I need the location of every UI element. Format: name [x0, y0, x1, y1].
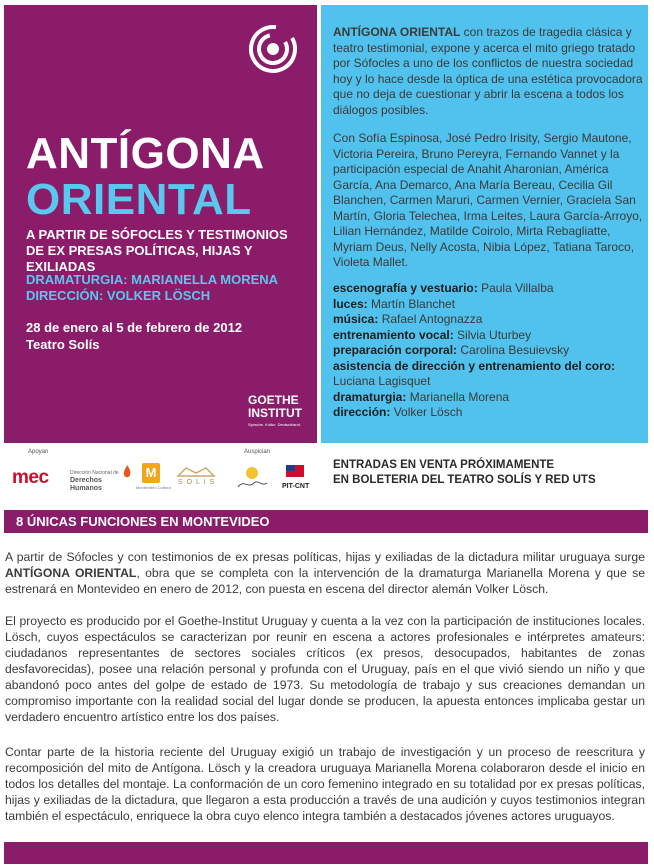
crew-row — [333, 343, 643, 359]
intro-bold: ANTÍGONA ORIENTAL — [333, 25, 461, 39]
ticket-info — [333, 458, 596, 488]
goethe-logo-icon — [247, 23, 299, 75]
venue: Teatro Solís — [26, 337, 100, 352]
crew-label: preparación corporal: — [333, 343, 458, 357]
crew-row — [333, 328, 643, 344]
pit-cnt-flag-icon — [282, 463, 308, 481]
functions-band — [4, 510, 648, 533]
body-paragraph-3: Contar parte de la historia reciente del Uruguay exigió un trabajo de investigación y un proceso de reescritura y recomposición del mito de Antígona. Lösch y la creadora uruguaya Marianella Morena colaboraron desde el inicio en todos los detalles del montaje. La conformación de un coro femenino integrado en su totalidad por ex presas políticas, hijas y exiliadas de la dictadura, que llegaron a esta producción a través de una audición y cuyos testimonios integran también el espectáculo, enriquece la obra cuyo elenco integra también a destacados jóvenes actores uruguayos. — [5, 745, 645, 823]
montevideo-label: Montevideo Cultura — [136, 485, 171, 490]
crew-label: entrenamiento vocal: — [333, 327, 454, 342]
ddhh-big: Derechos Humanos — [70, 477, 102, 492]
mec-logo: mec — [12, 467, 49, 488]
brand-line2: INSTITUT — [248, 406, 302, 420]
brand-tagline: Sprache. Kultur. Deutschland. — [248, 422, 301, 427]
body-paragraph-1 — [5, 549, 645, 597]
intro-paragraph — [333, 25, 643, 118]
crew-value: Carolina Besuievsky — [457, 343, 570, 357]
p1-start: A partir de Sófocles y con testimonios de ex presas políticas, hijas y exiliadas de la dictadura militar uruguaya surge — [5, 550, 645, 564]
bottom-bar — [4, 842, 648, 864]
tickets-line1: ENTRADAS EN VENTA PRÓXIMAMENTE — [333, 459, 555, 471]
poster-subtitle: A PARTIR DE SÓFOCLES Y TESTIMONIOS DE EX PRESAS POLÍTICAS, HIJAS Y EXILIADAS — [26, 227, 288, 274]
pit-cnt-logo: PIT-CNT — [282, 483, 310, 490]
auspician-signature-logo — [234, 461, 270, 491]
direccion-credit: DIRECCIÓN: VOLKER LÖSCH — [26, 288, 211, 303]
auspician-label: Auspician — [244, 449, 271, 455]
p1-bold: ANTÍGONA ORIENTAL — [5, 566, 137, 580]
ddhh-small: Dirección Nacional de — [70, 470, 119, 476]
poster-credits — [26, 272, 278, 304]
crew-value: Paula Villalba — [477, 281, 554, 295]
p1-end: , obra que se completa con la intervención de la dramaturga Marianella Morena y que se estrenará en Montevideo en enero de 2012, con puesta en escena del director alemán Volker Lösch. — [5, 566, 646, 596]
title-oriental: ORIENTAL — [26, 175, 252, 224]
crew-label: asistencia de dirección y entrenamiento del coro: — [333, 358, 616, 373]
montevideo-logo-icon: M — [142, 463, 160, 483]
flame-icon — [122, 464, 132, 480]
crew-row — [333, 390, 643, 406]
sponsor-strip — [4, 445, 317, 505]
crew-value: Marianella Morena — [406, 389, 510, 404]
solis-logo: S O L I S — [178, 479, 216, 486]
tickets-line2: EN BOLETERIA DEL TEATRO SOLÍS Y RED UTS — [333, 474, 596, 486]
brand-line1: GOETHE — [248, 393, 299, 407]
solis-crest-icon — [176, 465, 216, 477]
crew-row — [333, 297, 643, 313]
title-antigona: ANTÍGONA — [26, 129, 265, 178]
goethe-institut-brand — [248, 394, 302, 427]
intro-rest: con trazos de tragedia clásica y teatro testimonial, expone y acerca el mito griego tratado por Sófocles a uno de los conflictos de nuestra sociedad hoy y lo hace desde la óptica de una estética provocadora que no deja de cuestionar y abrir la escena a todos los diálogos posibles. — [333, 25, 643, 117]
crew-value: Volker Lösch — [390, 405, 463, 419]
crew-value: Martín Blanchet — [367, 296, 456, 311]
crew-label: dramaturgia: — [333, 389, 407, 404]
info-panel — [321, 5, 648, 443]
crew-row — [333, 312, 643, 328]
date-range: 28 de enero al 5 de febrero de 2012 — [26, 320, 243, 335]
crew-value: Luciana Lagisquet — [333, 374, 431, 388]
cast-paragraph: Con Sofía Espinosa, José Pedro Irisity, Sergio Mautone, Victoria Pereira, Bruno Pereyra, Fernando Vannet y la participación especial de Anahit Aharonian, América García, Ana Demarco, Ana María Bereau, Cecilia Gil Blanchen, Carmen Maruri, Carmen Vernier, Graciela San Martín, Gloria Telechea, Irma Leites, Laura García-Arroyo, Lilian Hernández, Matilde Coirolo, Mirta Rebagliatte, Myriam Deus, Nelly Acosta, Nibia López, Tatiana Taroco, Violeta Mallet. — [333, 131, 643, 269]
poster-dates — [26, 319, 242, 353]
crew-row — [333, 359, 643, 390]
body-paragraph-2: El proyecto es producido por el Goethe-Institut Uruguay y cuenta a la vez con la participación de instituciones locales. Lösch, cuyos espectáculos se caracterizan por reunir en escena a actores profesionales e intérpretes amateurs: ciudadanos representantes de sectores sociales críticos (ex presos, desocupados, habitantes de zonas desfavorecidas), posee una relación personal y profunda con el Uruguay, país en el que vivió siendo un niño y que abandonó poco antes del golpe de estado de 1973. Su metodología de trabajo y sus creaciones demandan un compromiso importante con la realidad social del lugar donde se producen, la apuesta entonces implicaba gestar un verdadero encuentro artístico entre los dos países. — [5, 614, 645, 724]
dramaturgia-credit: DRAMATURGIA: MARIANELLA MORENA — [26, 272, 279, 287]
crew-row — [333, 405, 643, 421]
crew-value: Rafael Antognazza — [378, 312, 483, 326]
crew-label: dirección: — [333, 405, 391, 419]
crew-label: escenografía y vestuario: — [333, 281, 478, 295]
crew-value: Silvia Uturbey — [453, 327, 532, 342]
derechos-humanos-logo — [70, 469, 128, 493]
apoyan-label: Apoyan — [28, 449, 49, 455]
crew-label: luces: — [333, 296, 368, 311]
poster-panel — [4, 5, 317, 443]
crew-row — [333, 281, 643, 297]
functions-heading: 8 ÚNICAS FUNCIONES EN MONTEVIDEO — [16, 514, 270, 529]
crew-list — [333, 281, 643, 421]
crew-label: música: — [333, 312, 379, 326]
